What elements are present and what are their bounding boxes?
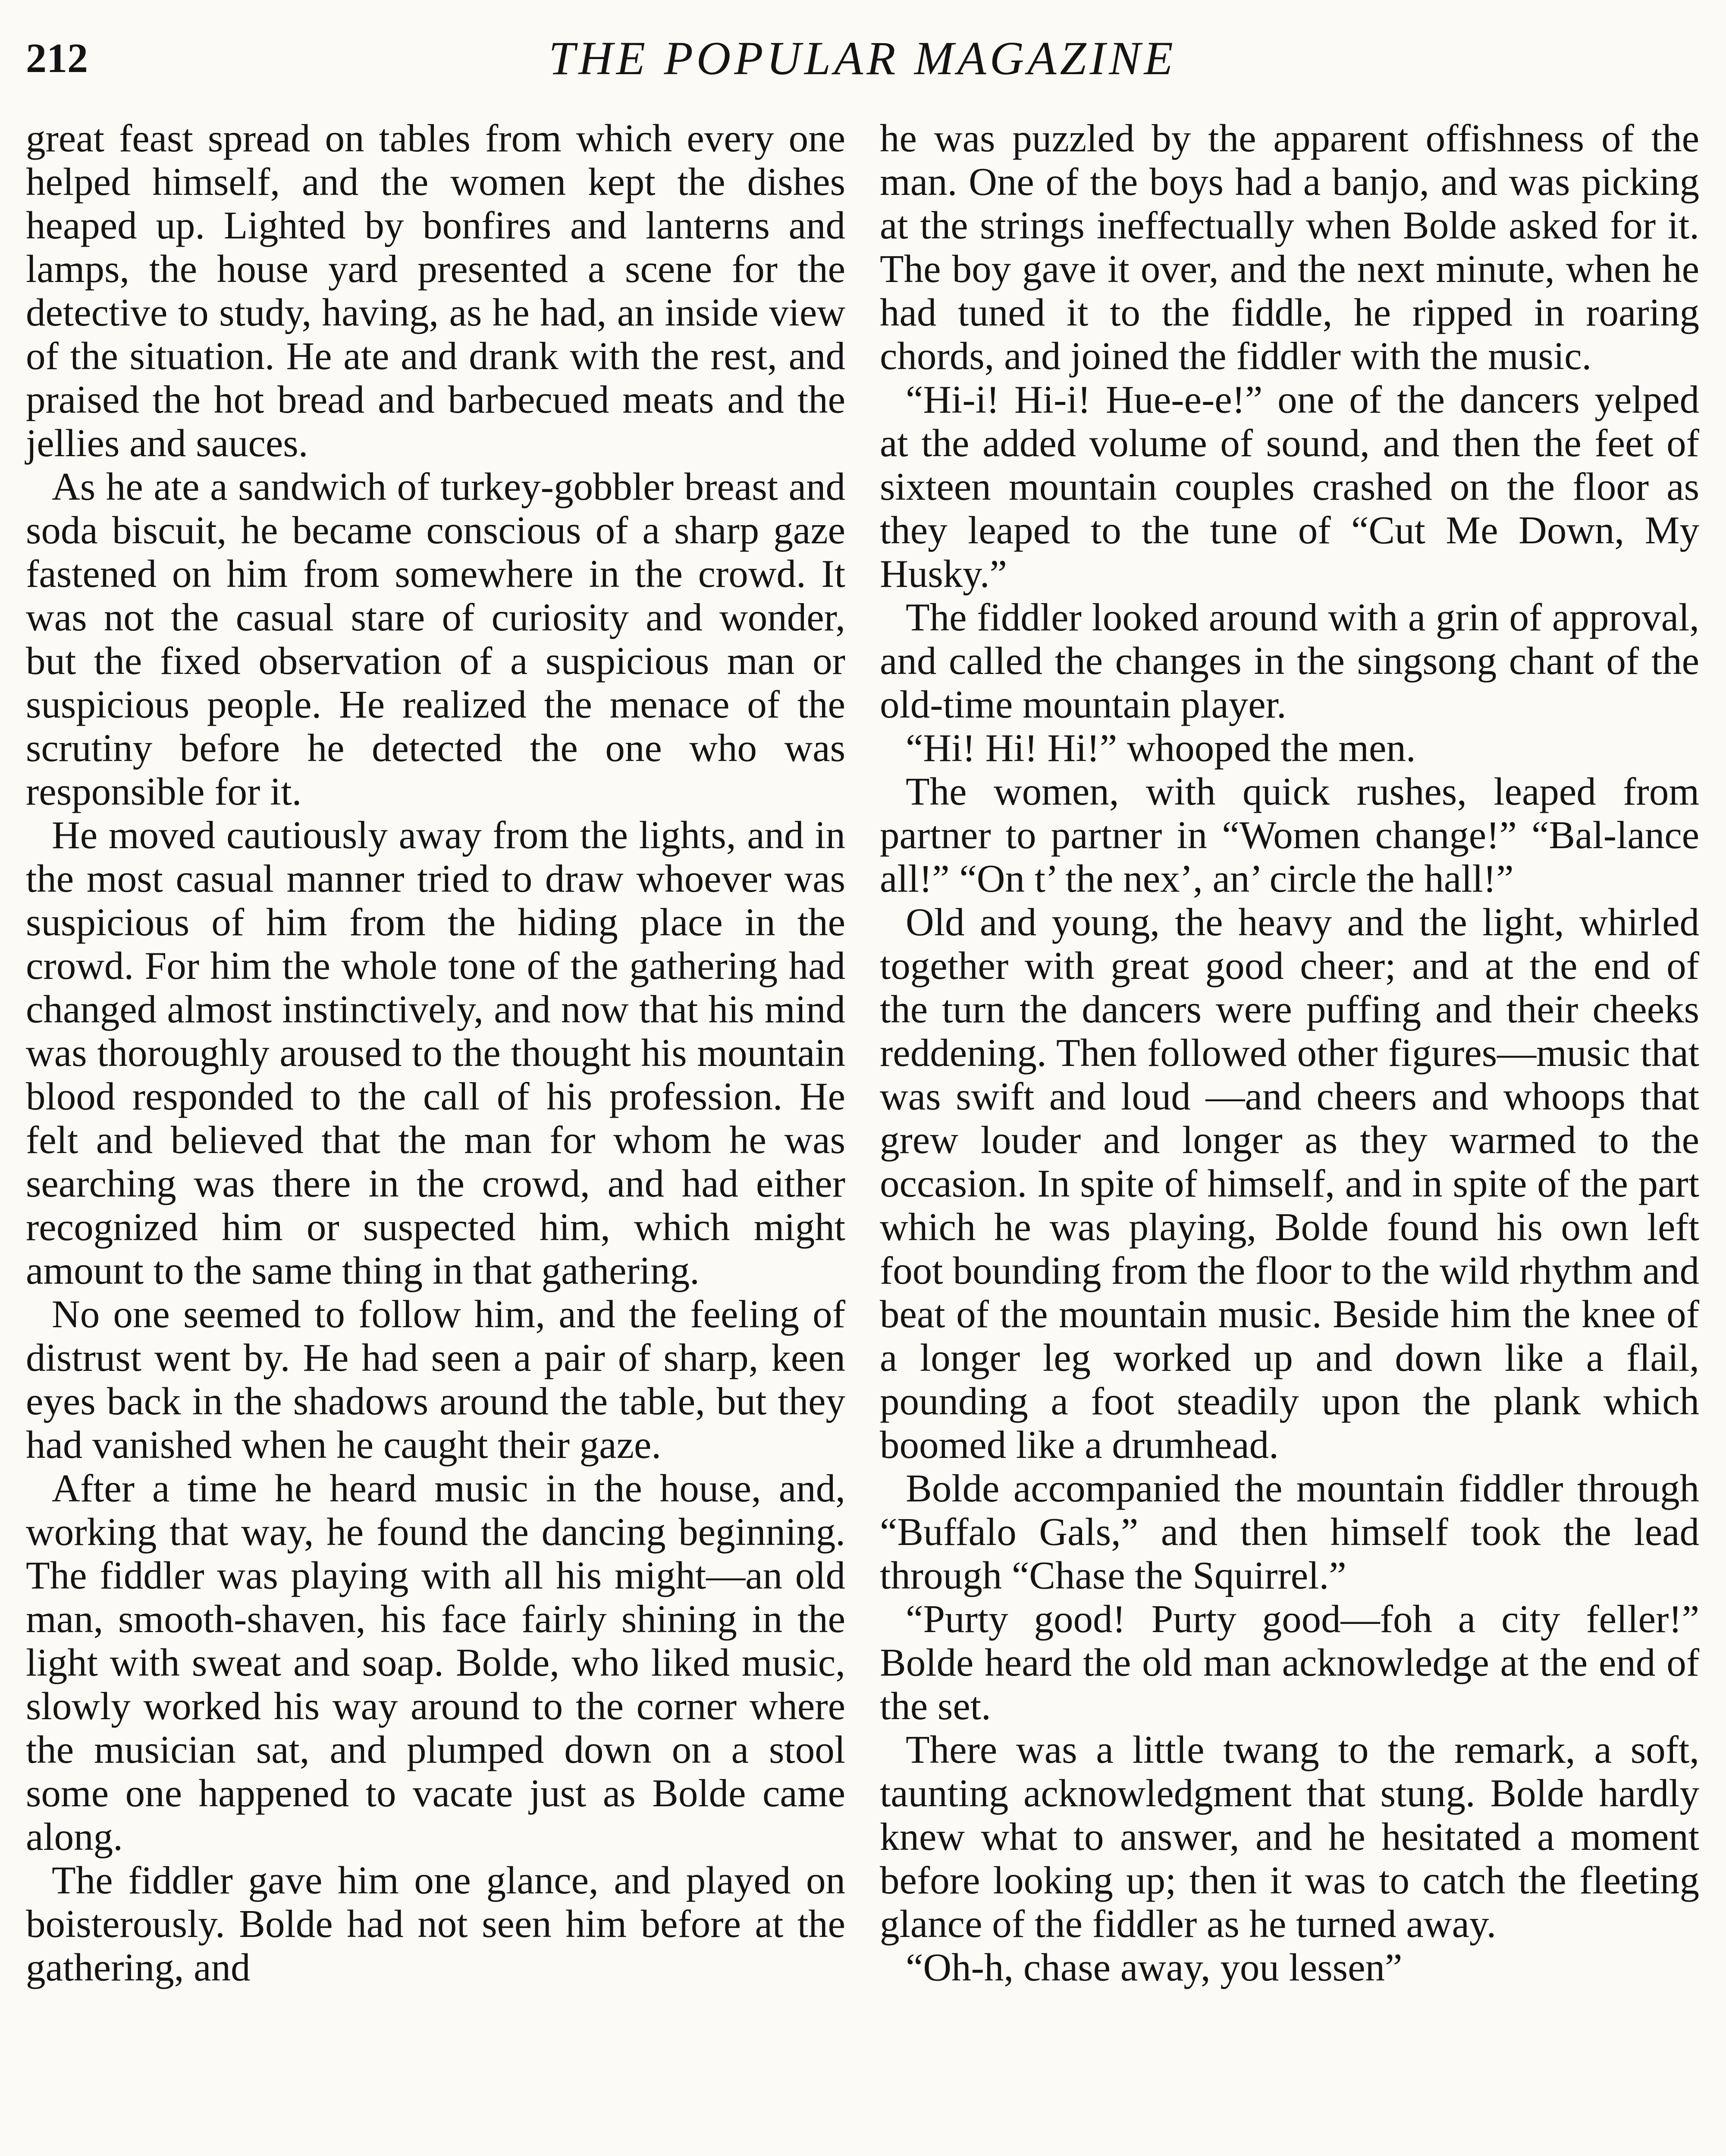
paragraph: After a time he heard music in the house, and, working that way, he found the dancing beginning. The fiddler was playing with all his might—an old man, smooth-shaven, his face fairly shining in the light with sweat and soap. Bolde, who liked music, slowly worked his way around to the corner where the musician sat, and plumped down on a stool some one happened to vacate just as Bolde came along. [26, 1467, 845, 1858]
paragraph: “Hi! Hi! Hi!” whooped the men. [906, 726, 1416, 770]
paragraph: The fiddler looked around with a grin of approval, and called the changes in the singsong chant of the old-time mountain player. [880, 595, 1699, 726]
paragraph: The women, with quick rushes, leaped from partner to partner in “Women change!” “Bal-lance all!” “On t’ the nex’, an’ circle the hall!” [880, 770, 1699, 900]
paragraph: No one seemed to follow him, and the feeling of distrust went by. He had seen a pair of sharp, keen eyes back in the shadows around the table, but they had vanished when he caught their gaze. [26, 1292, 845, 1467]
paragraph: There was a little twang to the remark, a soft, taunting acknowledgment that stung. Bolde hardly knew what to answer, and he hesitated a moment before looking up; then it was to catch the fleeting glance of the fiddler as he turned away. [880, 1728, 1699, 1946]
paragraph: He moved cautiously away from the lights, and in the most casual manner tried to draw whoever was suspicious of him from the hiding place in the crowd. For him the whole tone of the gathering had changed almost instinctively, and now that his mind was thoroughly aroused to the thought his mountain blood responded to the call of his profession. He felt and believed that the man for whom he was searching was there in the crowd, and had either recognized him or suspected him, which might amount to the same thing in that gathering. [26, 813, 845, 1292]
paragraph: he was puzzled by the apparent offishness of the man. One of the boys had a banjo, and was picking at the strings ineffectually when Bolde asked for it. The boy gave it over, and the next minute, when he had tuned it to the fiddle, he ripped in roaring chords, and joined the fiddler with the music. [880, 116, 1699, 378]
paragraph: “Oh-h, chase away, you lessen” [906, 1946, 1403, 1989]
paragraph: Bolde accompanied the mountain fiddler through “Buffalo Gals,” and then himself took the lead through “Chase the Squirrel.” [880, 1467, 1699, 1597]
left-column [26, 116, 845, 2156]
right-column [880, 116, 1699, 2156]
page-number: 212 [26, 35, 88, 81]
paragraph: Old and young, the heavy and the light, whirled together with great good cheer; and at the end of the turn the dancers were puffing and their cheeks reddening. Then followed other figures—music that was swift and loud —and cheers and whoops that grew louder and longer as they warmed to the occasion. In spite of himself, and in spite of the part which he was playing, Bolde found his own left foot bounding from the floor to the wild rhythm and beat of the mountain music. Beside him the knee of a longer leg worked up and down like a flail, pounding a foot steadily upon the plank which boomed like a drumhead. [880, 900, 1699, 1467]
paragraph: “Hi-i! Hi-i! Hue-e-e!” one of the dancers yelped at the added volume of sound, and then the feet of sixteen mountain couples crashed on the floor as they leaped to the tune of “Cut Me Down, My Husky.” [880, 378, 1699, 595]
running-title: THE POPULAR MAGAZINE [549, 32, 1177, 85]
paragraph: The fiddler gave him one glance, and played on boisterously. Bolde had not seen him before at the gathering, and [26, 1858, 845, 1989]
page-header [26, 26, 1699, 91]
paragraph: “Purty good! Purty good—foh a city feller!” Bolde heard the old man acknowledge at the end of the set. [880, 1597, 1699, 1728]
paragraph: As he ate a sandwich of turkey-gobbler breast and soda biscuit, he became conscious of a sharp gaze fastened on him from somewhere in the crowd. It was not the casual stare of curiosity and wonder, but the fixed observation of a suspicious man or suspicious people. He realized the menace of the scrutiny before he detected the one who was responsible for it. [26, 465, 845, 813]
paragraph: great feast spread on tables from which every one helped himself, and the women kept the dishes heaped up. Lighted by bonfires and lanterns and lamps, the house yard presented a scene for the detective to study, having, as he had, an inside view of the situation. He ate and drank with the rest, and praised the hot bread and barbecued meats and the jellies and sauces. [26, 116, 845, 465]
